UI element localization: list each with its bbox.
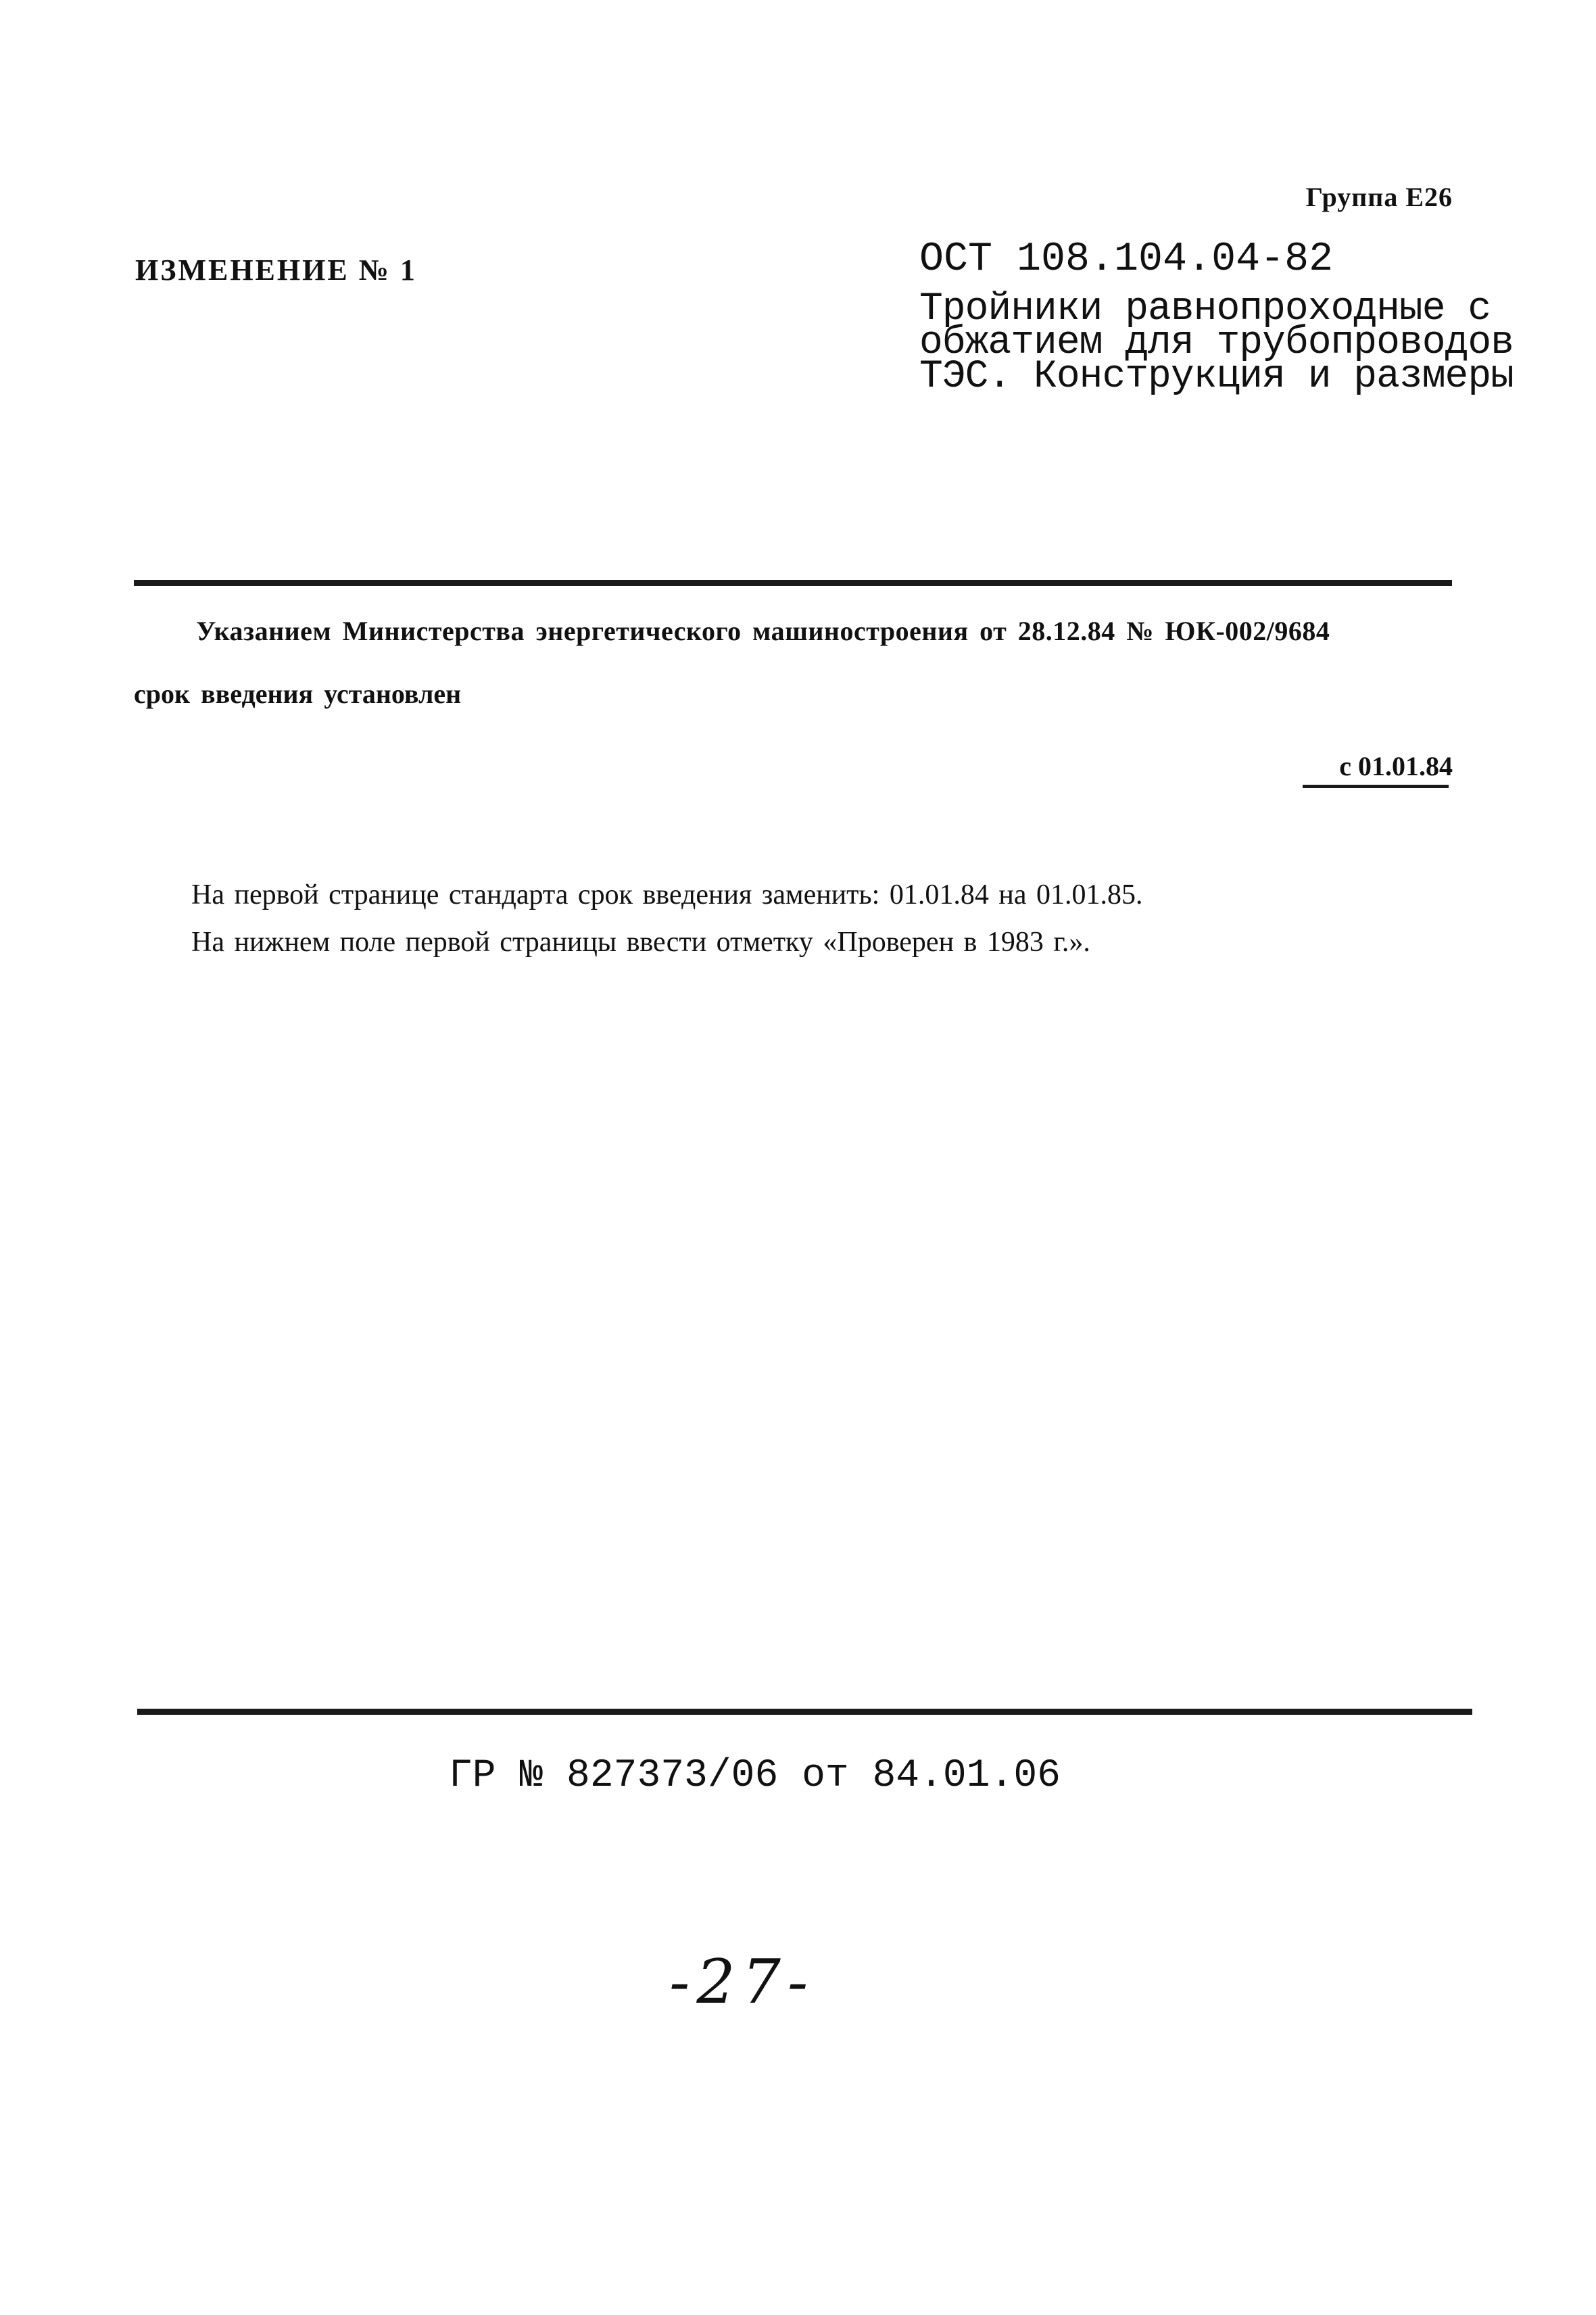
group-label: Группа Е26 xyxy=(1305,182,1453,212)
effective-date: с 01.01.84 xyxy=(1339,751,1453,781)
page-number: -27- xyxy=(669,1947,815,2018)
decree-text: Указанием Министерства энергетического машиностроения от 28.12.84 № ЮК-002/9684 xyxy=(196,616,1330,646)
change-item: На первой странице стандарта срок введения заменить: 01.01.84 на 01.01.85. xyxy=(191,879,1143,910)
top-divider xyxy=(134,580,1452,586)
effective-date-underline xyxy=(1303,785,1449,788)
bottom-divider xyxy=(137,1709,1472,1715)
standard-title: Тройники равнопроходные с обжатием для трубопроводов ТЭС. Конструкция и размеры xyxy=(919,287,1514,399)
amendment-title: ИЗМЕНЕНИЕ № 1 xyxy=(135,253,417,287)
registration-number: ГР № 827373/06 от 84.01.06 xyxy=(449,1754,1061,1798)
standard-number: ОСТ 108.104.04-82 xyxy=(919,237,1334,283)
change-item: На нижнем поле первой страницы ввести отметку «Проверен в 1983 г.». xyxy=(191,927,1090,958)
term-text: срок введения установлен xyxy=(134,679,462,709)
